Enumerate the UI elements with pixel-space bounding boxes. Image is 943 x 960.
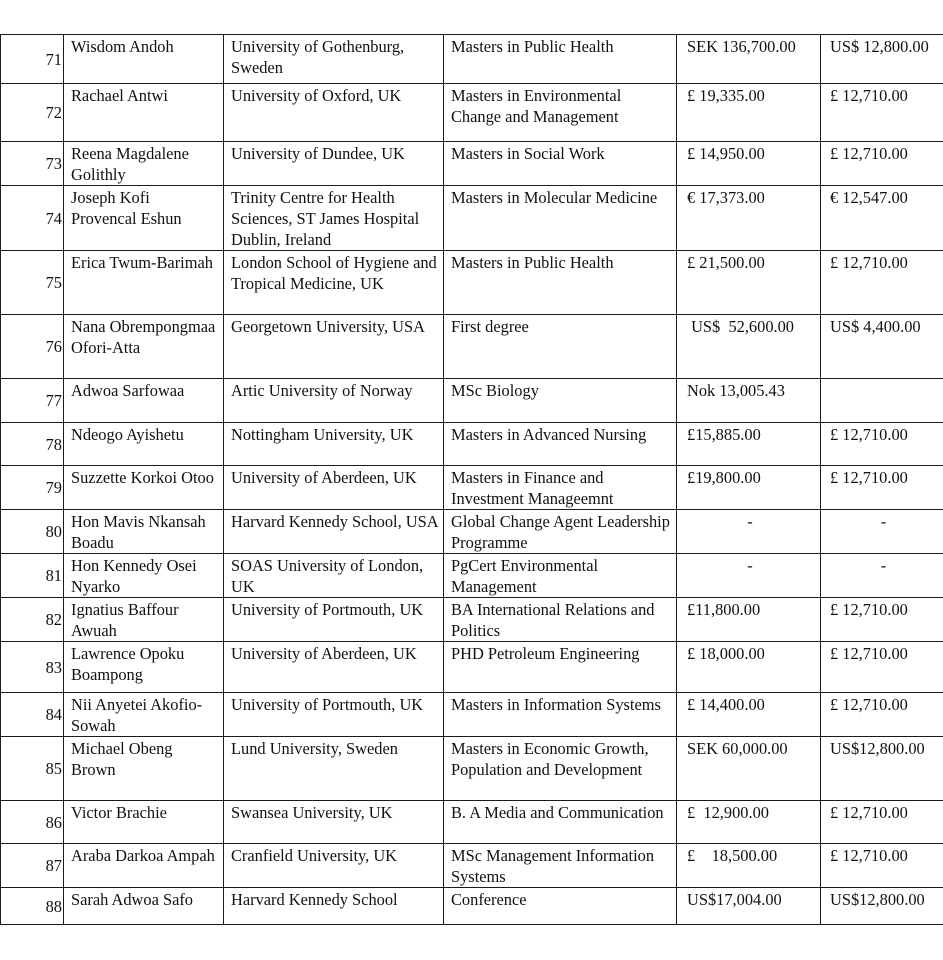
row-number: 86: [1, 801, 64, 844]
table-row: [1, 423, 943, 466]
programme-cell: MSc Biology: [444, 379, 677, 423]
grant-cell: £ 12,710.00: [821, 84, 943, 142]
grant-cell: £ 12,710.00: [821, 466, 943, 510]
institution-cell: University of Portmouth, UK: [224, 598, 444, 642]
grant-cell: US$ 4,400.00: [821, 315, 943, 379]
institution-cell: University of Gothenburg, Sweden: [224, 35, 444, 84]
programme-cell: First degree: [444, 315, 677, 379]
institution-cell: University of Oxford, UK: [224, 84, 444, 142]
programme-cell: B. A Media and Communication: [444, 801, 677, 844]
cost-cell: £ 12,900.00: [677, 801, 821, 844]
table-row: [1, 642, 943, 693]
table-row: [1, 598, 943, 642]
name-cell: Ndeogo Ayishetu: [64, 423, 224, 466]
table-row: [1, 466, 943, 510]
grant-cell: £ 12,710.00: [821, 693, 943, 737]
table-row: [1, 35, 943, 84]
institution-cell: Cranfield University, UK: [224, 844, 444, 888]
institution-cell: University of Aberdeen, UK: [224, 466, 444, 510]
row-number: 88: [1, 888, 64, 925]
grant-cell: US$12,800.00: [821, 737, 943, 801]
grant-cell: £ 12,710.00: [821, 142, 943, 186]
table-row: [1, 844, 943, 888]
institution-cell: Harvard Kennedy School, USA: [224, 510, 444, 554]
row-number: 87: [1, 844, 64, 888]
grant-cell: -: [821, 510, 943, 554]
grant-cell: -: [821, 554, 943, 598]
name-cell: Joseph Kofi Provencal Eshun: [64, 186, 224, 251]
grant-cell: £ 12,710.00: [821, 642, 943, 693]
programme-cell: Conference: [444, 888, 677, 925]
cost-cell: € 17,373.00: [677, 186, 821, 251]
programme-cell: Masters in Finance and Investment Manageemnt: [444, 466, 677, 510]
row-number: 76: [1, 315, 64, 379]
institution-cell: University of Portmouth, UK: [224, 693, 444, 737]
table-row: [1, 554, 943, 598]
programme-cell: Masters in Molecular Medicine: [444, 186, 677, 251]
name-cell: Lawrence Opoku Boampong: [64, 642, 224, 693]
name-cell: Sarah Adwoa Safo: [64, 888, 224, 925]
name-cell: Ignatius Baffour Awuah: [64, 598, 224, 642]
cost-cell: SEK 60,000.00: [677, 737, 821, 801]
programme-cell: PHD Petroleum Engineering: [444, 642, 677, 693]
programme-cell: BA International Relations and Politics: [444, 598, 677, 642]
cost-cell: SEK 136,700.00: [677, 35, 821, 84]
cost-cell: £ 19,335.00: [677, 84, 821, 142]
name-cell: Nii Anyetei Akofio-Sowah: [64, 693, 224, 737]
grant-cell: US$ 12,800.00: [821, 35, 943, 84]
programme-cell: Masters in Environmental Change and Management: [444, 84, 677, 142]
table-row: [1, 379, 943, 423]
programme-cell: Global Change Agent Leadership Programme: [444, 510, 677, 554]
row-number: 80: [1, 510, 64, 554]
row-number: 82: [1, 598, 64, 642]
cost-cell: £11,800.00: [677, 598, 821, 642]
grant-cell: US$12,800.00: [821, 888, 943, 925]
grant-cell: £ 12,710.00: [821, 423, 943, 466]
name-cell: Hon Mavis Nkansah Boadu: [64, 510, 224, 554]
table-row: [1, 510, 943, 554]
institution-cell: London School of Hygiene and Tropical Medicine, UK: [224, 251, 444, 315]
name-cell: Adwoa Sarfowaa: [64, 379, 224, 423]
programme-cell: Masters in Advanced Nursing: [444, 423, 677, 466]
row-number: 79: [1, 466, 64, 510]
name-cell: Hon Kennedy Osei Nyarko: [64, 554, 224, 598]
name-cell: Araba Darkoa Ampah: [64, 844, 224, 888]
institution-cell: Swansea University, UK: [224, 801, 444, 844]
cost-cell: -: [677, 554, 821, 598]
institution-cell: Artic University of Norway: [224, 379, 444, 423]
programme-cell: Masters in Economic Growth, Population and Development: [444, 737, 677, 801]
cost-cell: £ 18,000.00: [677, 642, 821, 693]
cost-cell: -: [677, 510, 821, 554]
table-row: [1, 801, 943, 844]
row-number: 81: [1, 554, 64, 598]
name-cell: Michael Obeng Brown: [64, 737, 224, 801]
row-number: 75: [1, 251, 64, 315]
institution-cell: Lund University, Sweden: [224, 737, 444, 801]
institution-cell: University of Aberdeen, UK: [224, 642, 444, 693]
table-row: [1, 251, 943, 315]
grant-cell: € 12,547.00: [821, 186, 943, 251]
row-number: 72: [1, 84, 64, 142]
cost-cell: £ 21,500.00: [677, 251, 821, 315]
name-cell: Victor Brachie: [64, 801, 224, 844]
table-body: [1, 35, 943, 925]
programme-cell: Masters in Social Work: [444, 142, 677, 186]
cost-cell: £ 14,400.00: [677, 693, 821, 737]
scholarship-table: [0, 34, 943, 925]
cost-cell: £ 14,950.00: [677, 142, 821, 186]
grant-cell: £ 12,710.00: [821, 844, 943, 888]
name-cell: Rachael Antwi: [64, 84, 224, 142]
programme-cell: Masters in Public Health: [444, 251, 677, 315]
programme-cell: Masters in Information Systems: [444, 693, 677, 737]
institution-cell: Harvard Kennedy School: [224, 888, 444, 925]
table-row: [1, 693, 943, 737]
row-number: 83: [1, 642, 64, 693]
name-cell: Suzzette Korkoi Otoo: [64, 466, 224, 510]
cost-cell: £ 18,500.00: [677, 844, 821, 888]
institution-cell: University of Dundee, UK: [224, 142, 444, 186]
grant-cell: [821, 379, 943, 423]
name-cell: Reena Magdalene Golithly: [64, 142, 224, 186]
programme-cell: Masters in Public Health: [444, 35, 677, 84]
row-number: 78: [1, 423, 64, 466]
grant-cell: £ 12,710.00: [821, 251, 943, 315]
row-number: 85: [1, 737, 64, 801]
programme-cell: MSc Management Information Systems: [444, 844, 677, 888]
grant-cell: £ 12,710.00: [821, 598, 943, 642]
table-row: [1, 142, 943, 186]
name-cell: Erica Twum-Barimah: [64, 251, 224, 315]
table-row: [1, 737, 943, 801]
cost-cell: £15,885.00: [677, 423, 821, 466]
cost-cell: £19,800.00: [677, 466, 821, 510]
name-cell: Nana Obrempongmaa Ofori-Atta: [64, 315, 224, 379]
table-row: [1, 84, 943, 142]
institution-cell: SOAS University of London, UK: [224, 554, 444, 598]
table-row: [1, 315, 943, 379]
institution-cell: Nottingham University, UK: [224, 423, 444, 466]
row-number: 74: [1, 186, 64, 251]
row-number: 77: [1, 379, 64, 423]
row-number: 84: [1, 693, 64, 737]
cost-cell: Nok 13,005.43: [677, 379, 821, 423]
row-number: 71: [1, 35, 64, 84]
row-number: 73: [1, 142, 64, 186]
table-row: [1, 186, 943, 251]
table-row: [1, 888, 943, 925]
programme-cell: PgCert Environmental Management: [444, 554, 677, 598]
grant-cell: £ 12,710.00: [821, 801, 943, 844]
name-cell: Wisdom Andoh: [64, 35, 224, 84]
cost-cell: US$17,004.00: [677, 888, 821, 925]
cost-cell: US$ 52,600.00: [677, 315, 821, 379]
institution-cell: Trinity Centre for Health Sciences, ST James Hospital Dublin, Ireland: [224, 186, 444, 251]
institution-cell: Georgetown University, USA: [224, 315, 444, 379]
